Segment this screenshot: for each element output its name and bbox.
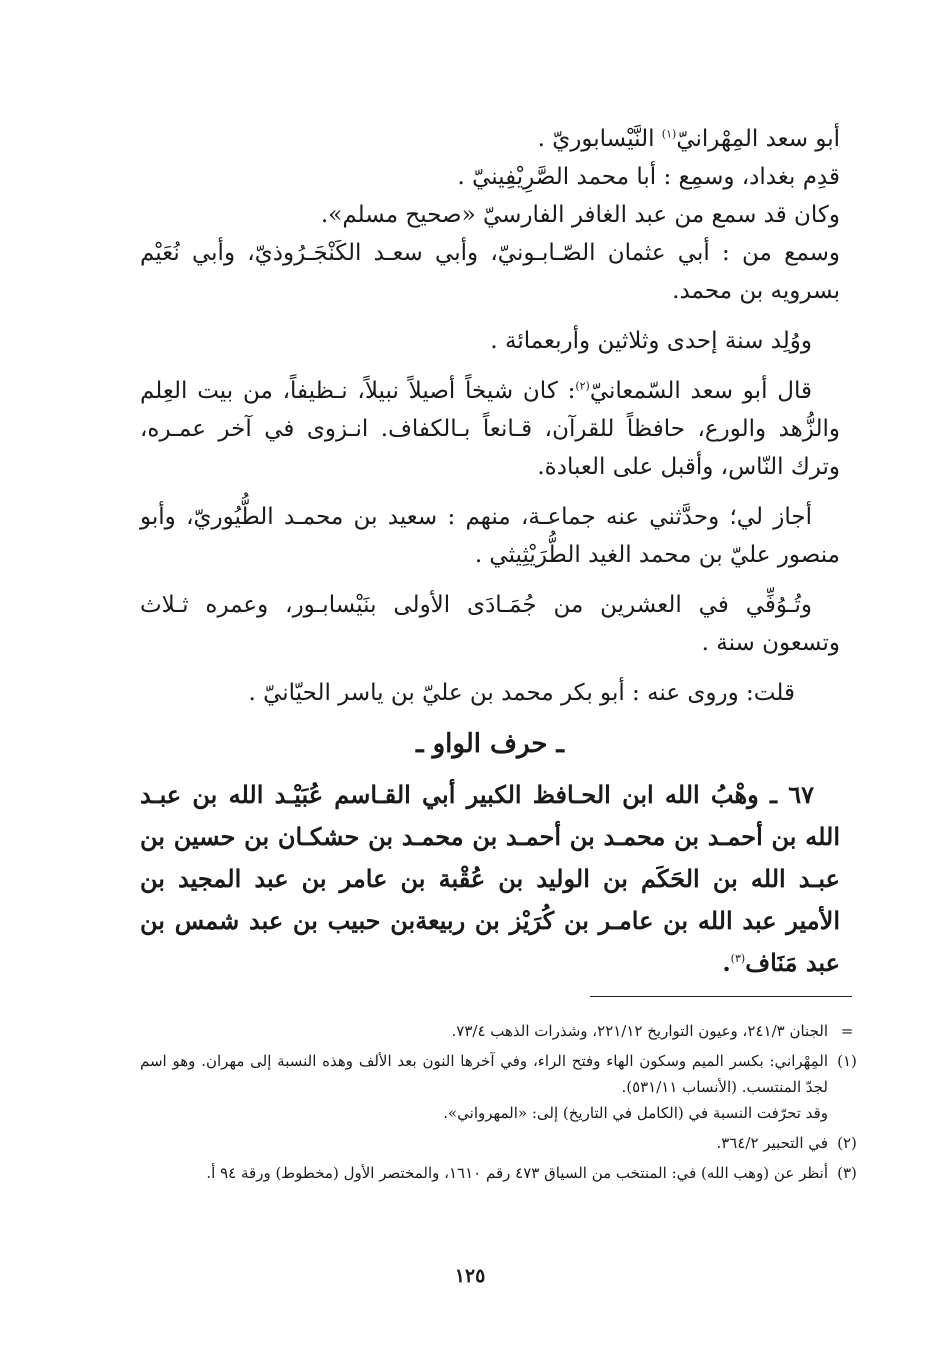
footnote-1-text: المِهْراني: بكسر الميم وسكون الهاء وفتح الراء، وفي آخرها النون بعد الألف وهذه النسبة إلى مهران. وهو اسم لجدّ المنتسب. (الأنساب ٥٣١/١١). [140,1052,828,1096]
paragraph-8: وتُـوُفِّي في العشرين من جُمَـادَى الأولى بنَيْسابـور، وعمره ثـلاث وتسعون سنة . [140,592,840,656]
footnote-3 [140,1160,866,1186]
entry-text: ٦٧ ـ وهْبُ الله ابن الحـافظ الكبير أبي القـاسم عُبَيْـد الله بن عبـد الله بن أحمـد بن محمـد بن أحمـد بن محمـد بن حشكـان بن حسين بن عبـد الله بن الحَكَم بن الوليد بن عُقْبة بن عامر بن عبد المجيد بن الأمير عبد الله بن عامـر بن كُرَيْز بن ربيعةبن حبيب بن عبد شمس بن عبد مَنَاف [140,780,840,977]
p6-text-b: : كان شيخاً أصيلاً نبيلاً، نـظيفاً، من بيت العِلم والزُّهد والورع، حافظاً للقرآن، قـانعاً بـالكفاف. انـزوى في آخر عمـره، وترك النّاس، وأقبل على العبادة. [140,378,840,480]
footnote-ref-3[interactable]: (٣) [730,952,746,965]
p1-text: أبو سعد المِهْرانيّ [676,126,840,152]
main-text [140,120,840,996]
footnote-2 [140,1130,866,1156]
paragraph-9: قلت: وروى عنه : أبو بكر محمد بن عليّ بن ياسر الحيّانيّ . [248,680,795,706]
footnote-mark: = [840,1022,854,1040]
footnotes [140,1018,866,1190]
biography-entry [140,774,840,984]
p1-end-text: النَّيْسابوريّ . [537,126,662,152]
paragraph-2: قدِم بغداد، وسمِع : أبا محمد الصَّرِيْفِينيّ . [457,164,840,190]
paragraph-7: أجاز لي؛ وحدَّثني عنه جماعـة، منهم : سعيد بن محمـد الطُّيُوريّ، وأبو منصور عليّ بن محمد الغيد الطُّرَيْثِيثي . [140,504,840,568]
paragraph-1 [140,120,840,158]
paragraph-5: ووُلِد سنة إحدى وثلاثين وأربعمائة . [490,328,812,354]
footnote-text: في التحبير ٣٦٤/٢. [716,1134,828,1152]
footnote-1 [140,1048,866,1126]
footnote-mark: (١) [837,1052,857,1070]
footnote-ref-1[interactable]: (١) [661,127,677,141]
footnote-ref-2[interactable]: (٢) [575,379,590,393]
footnote-text: الجنان ٢٤١/٣، وعيون التواريخ ٢٢١/١٢، وشذرات الذهب ٧٣/٤. [451,1022,828,1040]
section-heading: ـ حرف الواو ـ [415,729,565,759]
footnote-continued [140,1018,866,1044]
footnote-divider [590,996,852,997]
page-number: ١٢٥ [454,1265,486,1287]
p6-text-a: قال أبو سعد السّمعانيّ [589,378,812,404]
entry-end: . [722,948,731,977]
paragraph-4: وسمع من : أبي عثمان الصّـابـونيّ، وأبي سعـد الكَنْجَـرُوذيّ، وأبي نُعَيْم بسرويه بن محمد. [140,240,840,304]
footnote-mark: (٣) [837,1164,857,1182]
footnote-text [140,1048,828,1126]
paragraph-3: وكان قد سمع من عبد الغافر الفارسيّ «صحيح مسلم». [320,202,840,228]
footnote-text: أنظر عن (وهب الله) في: المنتخب من السياق ٤٧٣ رقم ١٦١٠، والمختصر الأول (مخطوط) ورقة ٩٤ أ. [206,1164,828,1182]
footnote-mark: (٢) [837,1134,857,1152]
footnote-1-extra: وقد تحرّفت النسبة في (الكامل في التاريخ) إلى: «المهرواني». [443,1104,828,1122]
paragraph-6 [140,372,840,486]
